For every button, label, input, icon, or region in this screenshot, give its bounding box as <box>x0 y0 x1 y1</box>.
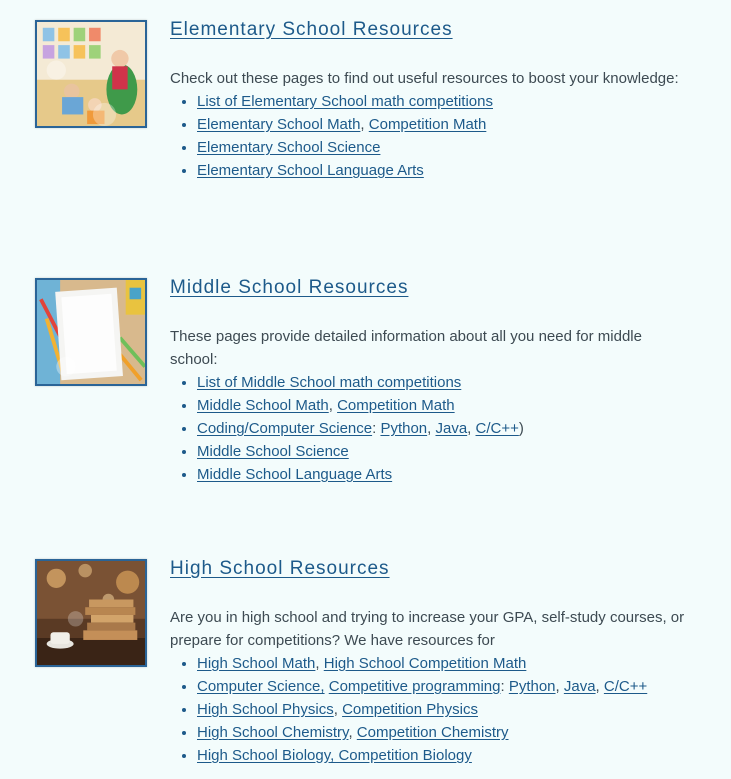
separator: , <box>348 724 357 741</box>
list-item <box>197 463 524 486</box>
list-item <box>197 90 493 113</box>
list-item <box>197 159 493 182</box>
middle-title[interactable]: Middle School Resources <box>170 277 409 298</box>
middle-science-link[interactable]: Middle School Science <box>197 443 349 460</box>
competition-math-link[interactable]: Competition Math <box>368 116 487 133</box>
middle-thumbnail[interactable] <box>35 278 147 386</box>
competition-physics-link[interactable]: Competition Physics <box>342 701 478 718</box>
high-math-link[interactable]: High School Math <box>197 655 316 672</box>
elementary-title[interactable]: Elementary School Resources <box>170 19 453 40</box>
java-link[interactable]: Java <box>563 678 596 695</box>
list-item <box>197 417 524 440</box>
computer-science-link[interactable]: Computer Science, <box>197 678 325 695</box>
competitive-programming-link[interactable]: Competitive programming <box>328 678 501 695</box>
closing-paren: ) <box>518 420 524 437</box>
coding-computer-science-link[interactable]: Coding/Computer Science <box>197 420 373 437</box>
separator: : <box>372 420 381 437</box>
separator: : <box>500 678 509 695</box>
python-link[interactable]: Python <box>508 678 556 695</box>
list-item <box>197 698 647 721</box>
middle-language-arts-link[interactable]: Middle School Language Arts <box>197 466 393 483</box>
middle-link-list <box>170 371 524 486</box>
list-item <box>197 652 647 675</box>
high-competition-math-link[interactable]: High School Competition Math <box>323 655 527 672</box>
separator: , <box>467 420 476 437</box>
c-cpp-link[interactable]: C/C++ <box>603 678 648 695</box>
python-link[interactable]: Python <box>380 420 428 437</box>
separator: , <box>328 397 338 414</box>
list-item <box>197 113 493 136</box>
middle-math-competitions-link[interactable]: List of Middle School math competitions <box>197 374 462 391</box>
high-chemistry-link[interactable]: High School Chemistry <box>197 724 349 741</box>
notebook-image <box>37 280 145 384</box>
books-image <box>37 561 145 665</box>
high-biology-link[interactable]: High School Biology, Competition Biology <box>197 747 472 764</box>
elementary-science-link[interactable]: Elementary School Science <box>197 139 381 156</box>
list-item <box>197 675 647 698</box>
separator: , <box>555 678 564 695</box>
high-title[interactable]: High School Resources <box>170 558 390 579</box>
separator: , <box>333 701 343 718</box>
list-item <box>197 136 493 159</box>
middle-intro: These pages provide detailed information about all you need for middle school: <box>170 328 642 368</box>
separator: , <box>315 655 324 672</box>
high-thumbnail[interactable] <box>35 559 147 667</box>
elementary-thumbnail[interactable] <box>35 20 147 128</box>
list-item <box>197 721 647 744</box>
c-cpp-link[interactable]: C/C++ <box>475 420 519 437</box>
separator: , <box>427 420 436 437</box>
high-physics-link[interactable]: High School Physics <box>197 701 334 718</box>
middle-math-link[interactable]: Middle School Math <box>197 397 329 414</box>
java-link[interactable]: Java <box>435 420 468 437</box>
high-link-list <box>170 652 647 767</box>
elementary-link-list <box>170 90 493 182</box>
list-item <box>197 440 524 463</box>
separator: , <box>595 678 604 695</box>
competition-math-link[interactable]: Competition Math <box>337 397 455 414</box>
elementary-math-competitions-link[interactable]: List of Elementary School math competitions <box>197 93 493 110</box>
elementary-intro: Check out these pages to find out useful resources to boost your knowledge: <box>170 70 679 87</box>
competition-chemistry-link[interactable]: Competition Chemistry <box>356 724 509 741</box>
list-item <box>197 744 647 767</box>
elementary-language-arts-link[interactable]: Elementary School Language Arts <box>197 162 424 179</box>
list-item <box>197 371 524 394</box>
high-intro: Are you in high school and trying to increase your GPA, self-study courses, or prepare for competitions? We have resources for <box>170 609 685 649</box>
classroom-image <box>37 22 145 126</box>
list-item <box>197 394 524 417</box>
elementary-math-link[interactable]: Elementary School Math <box>197 116 361 133</box>
separator: , <box>360 116 369 133</box>
